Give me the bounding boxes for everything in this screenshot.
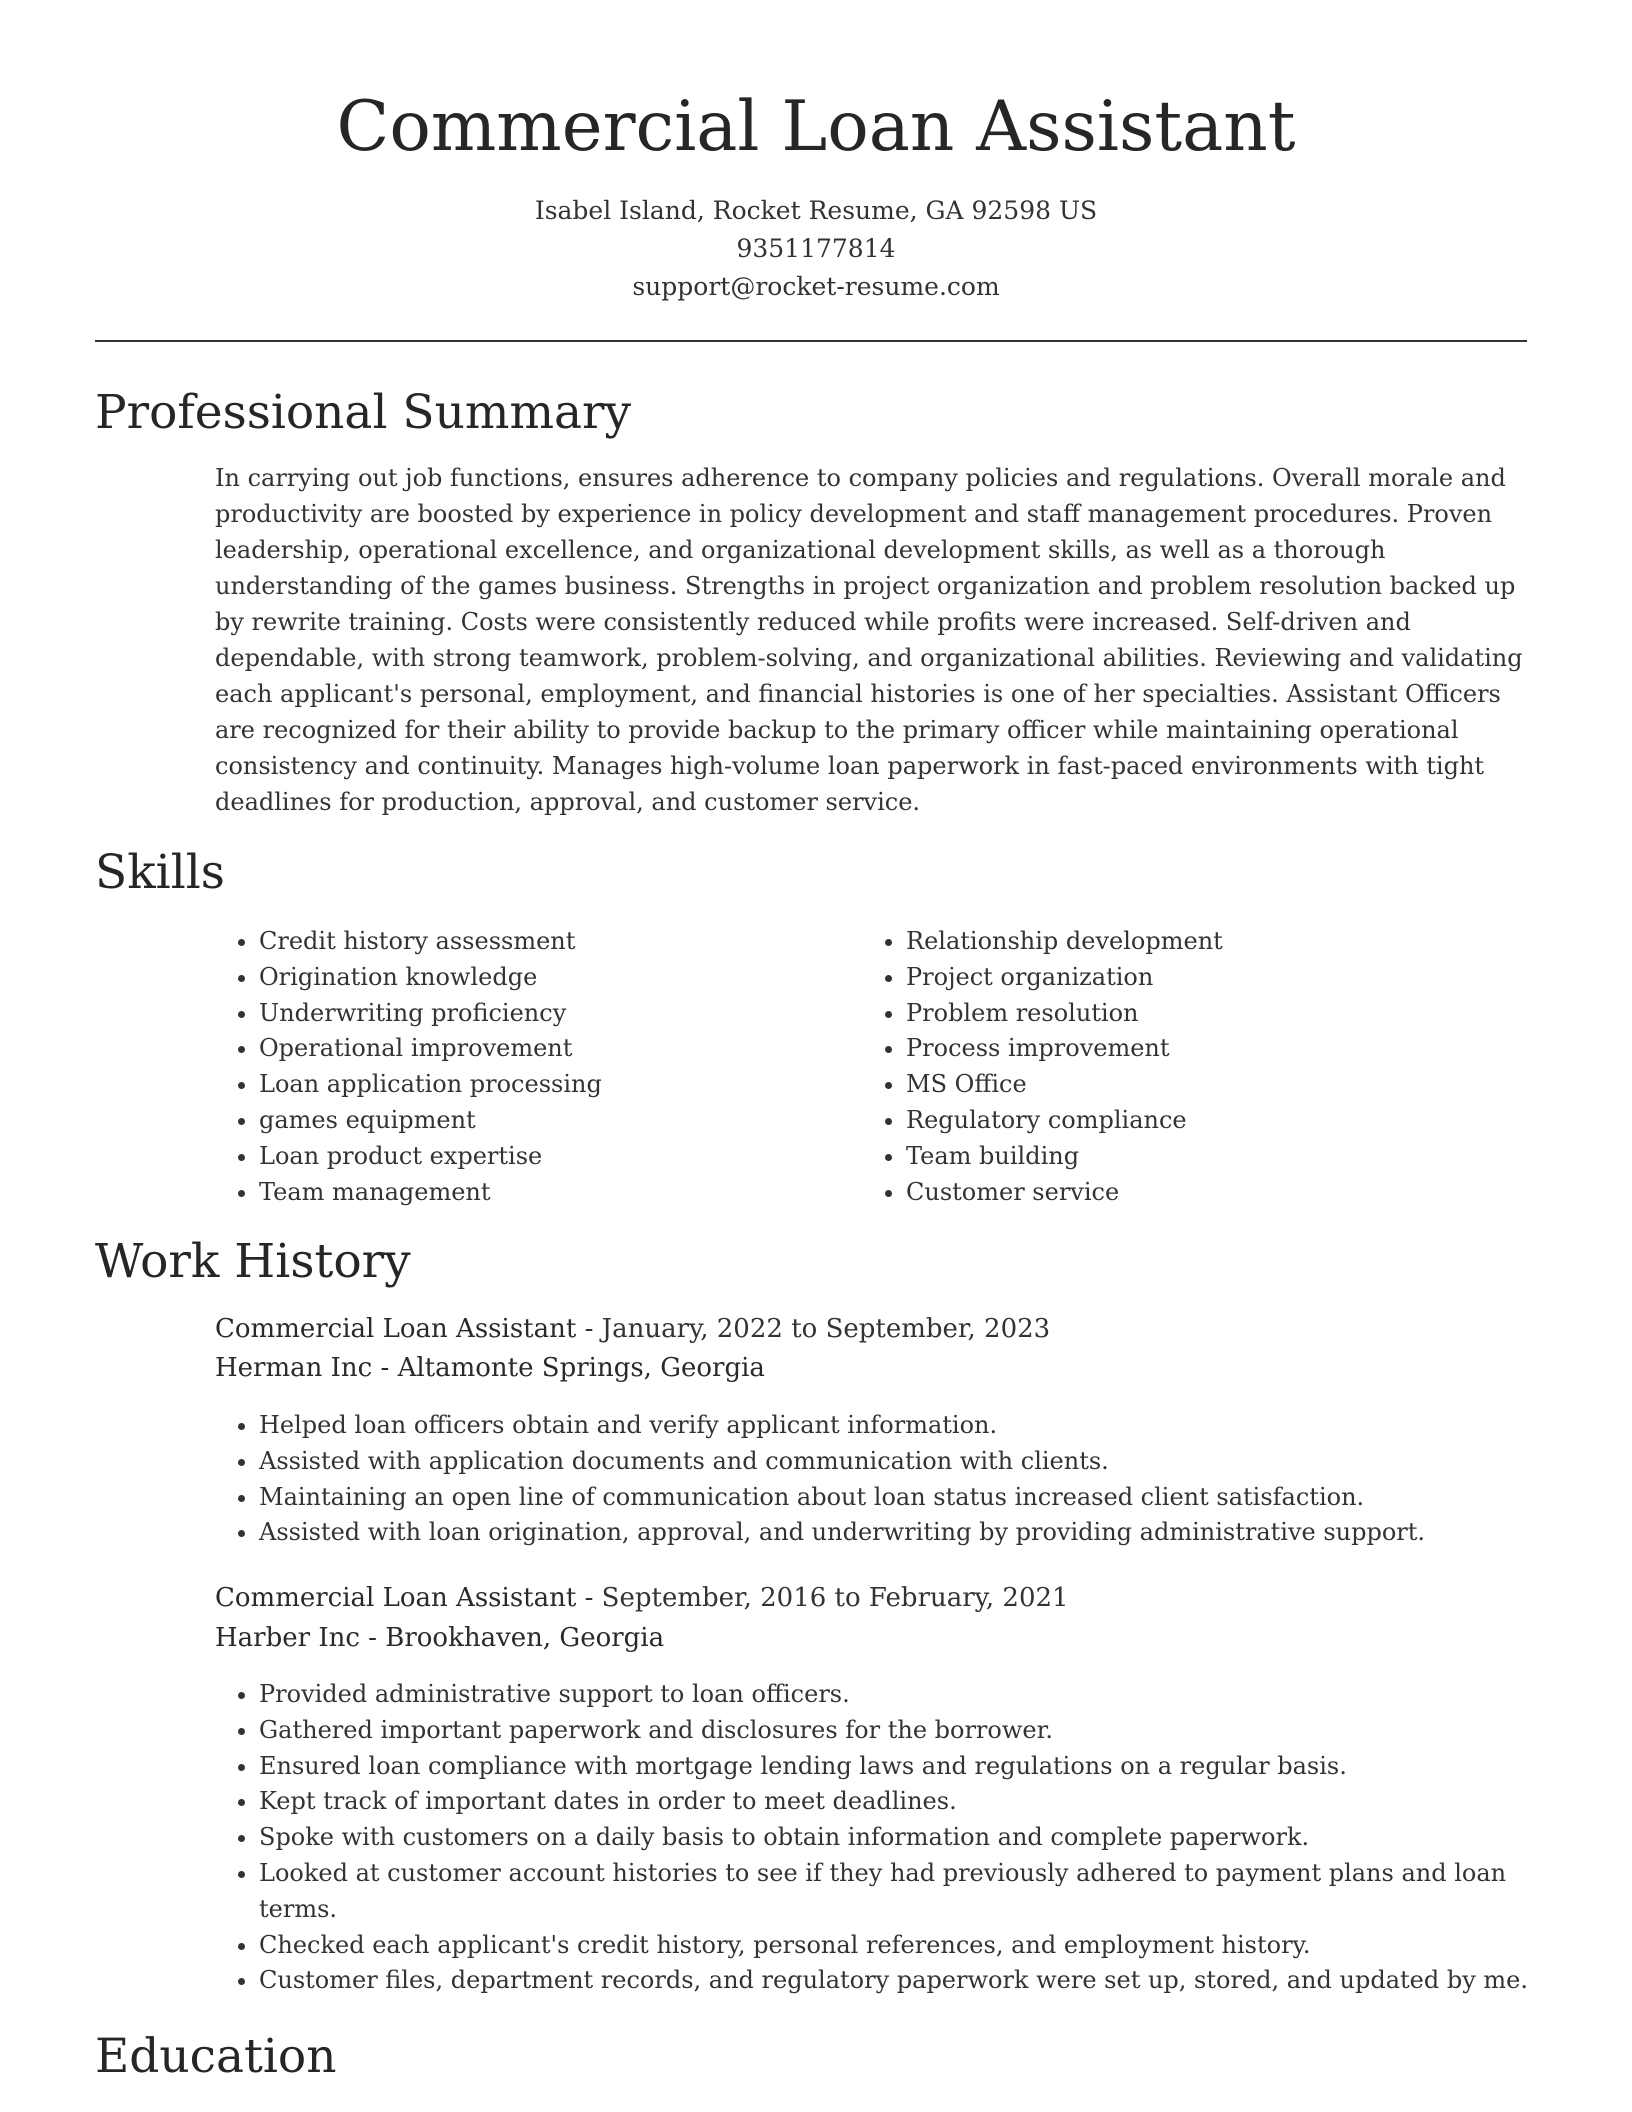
skill-item: • games equipment: [259, 1103, 819, 1139]
skills-list-left: [215, 924, 819, 1210]
section-heading-skills: Skills: [95, 845, 225, 900]
skill-item: • Operational improvement: [259, 1031, 819, 1067]
job-separator: -: [576, 1314, 602, 1344]
skill-item: • Relationship development: [906, 924, 1466, 960]
skill-item: • Loan product expertise: [259, 1139, 819, 1175]
employer-location: Brookhaven, Georgia: [385, 1623, 665, 1653]
skill-item: • Project organization: [906, 960, 1466, 996]
section-heading-work: Work History: [95, 1234, 411, 1289]
job-title: Commercial Loan Assistant: [215, 1314, 577, 1344]
job-bullet: • Gathered important paperwork and disclosures for the borrower.: [259, 1713, 1559, 1749]
job-bullet: • Spoke with customers on a daily basis to obtain information and complete paperwork.: [259, 1820, 1559, 1856]
contact-phone: 9351177814: [736, 234, 896, 263]
skill-item: • Underwriting proficiency: [259, 996, 819, 1032]
job-bullets: [215, 1677, 1559, 1999]
job-bullet: • Helped loan officers obtain and verify applicant information.: [259, 1408, 1559, 1444]
job-dates: September, 2016 to February, 2021: [601, 1583, 1069, 1613]
skill-item: • MS Office: [906, 1067, 1466, 1103]
employer-location: Altamonte Springs, Georgia: [397, 1353, 765, 1383]
job-bullet: • Ensured loan compliance with mortgage lending laws and regulations on a regular basis.: [259, 1749, 1559, 1785]
skill-item: • Loan application processing: [259, 1067, 819, 1103]
contact-email: support@rocket-resume.com: [632, 272, 1000, 301]
skill-item: • Regulatory compliance: [906, 1103, 1466, 1139]
employer-line: [215, 1619, 664, 1657]
skill-item: • Process improvement: [906, 1031, 1466, 1067]
job-dates: January, 2022 to September, 2023: [601, 1314, 1051, 1344]
job-title: Commercial Loan Assistant: [215, 1583, 577, 1613]
section-heading-summary: Professional Summary: [95, 385, 632, 440]
skill-item: • Customer service: [906, 1175, 1466, 1211]
skills-list-right: [862, 924, 1466, 1210]
employer-name: Harber Inc: [215, 1623, 360, 1653]
job-bullet: • Maintaining an open line of communication about loan status increased client satisfaction.: [259, 1480, 1559, 1516]
skill-item: • Team building: [906, 1139, 1466, 1175]
section-heading-education: Education: [95, 2029, 337, 2084]
job-bullet: • Kept track of important dates in order to meet deadlines.: [259, 1784, 1559, 1820]
job-bullet: • Checked each applicant's credit history, personal references, and employment history.: [259, 1928, 1559, 1964]
job-bullet: • Assisted with application documents and communication with clients.: [259, 1444, 1559, 1480]
job-separator: -: [576, 1583, 602, 1613]
employer-name: Herman Inc: [215, 1353, 373, 1383]
employer-separator: -: [372, 1353, 398, 1383]
employer-separator: -: [359, 1623, 386, 1653]
resume-title: Commercial Loan Assistant: [336, 87, 1296, 167]
job-heading: [215, 1310, 1050, 1348]
job-bullet: • Provided administrative support to loan officers.: [259, 1677, 1559, 1713]
skill-item: • Team management: [259, 1175, 819, 1211]
skill-item: • Credit history assessment: [259, 924, 819, 960]
header-divider: [95, 340, 1527, 342]
contact-address: Isabel Island, Rocket Resume, GA 92598 US: [534, 196, 1098, 225]
employer-line: [215, 1349, 765, 1387]
job-heading: [215, 1579, 1069, 1617]
job-bullets: [215, 1408, 1559, 1551]
job-bullet: • Assisted with loan origination, approval, and underwriting by providing administrative support.: [259, 1515, 1559, 1551]
skill-item: • Problem resolution: [906, 996, 1466, 1032]
skill-item: • Origination knowledge: [259, 960, 819, 996]
job-bullet: • Customer files, department records, and regulatory paperwork were set up, stored, and updated by me.: [259, 1963, 1559, 1999]
summary-text: In carrying out job functions, ensures adherence to company policies and regulations. Overall morale and productivity are boosted by experience in policy development and staff management procedures. Proven leadership, operational excellence, and organizational development skills, as well as a thorough understanding of the games business. Strengths in project organization and problem resolution backed up by rewrite training. Costs were consistently reduced while profits were increased. Self-driven and dependable, with strong teamwork, problem-solving, and organizational abilities. Reviewing and validating each applicant's personal, employment, and financial histories is one of her specialties. Assistant Officers are recognized for their ability to provide backup to the primary officer while maintaining operational consistency and continuity. Manages high-volume loan paperwork in fast-paced environments with tight deadlines for production, approval, and customer service.: [215, 464, 1523, 816]
job-bullet: • Looked at customer account histories to see if they had previously adhered to payment plans and loan terms.: [259, 1856, 1559, 1928]
